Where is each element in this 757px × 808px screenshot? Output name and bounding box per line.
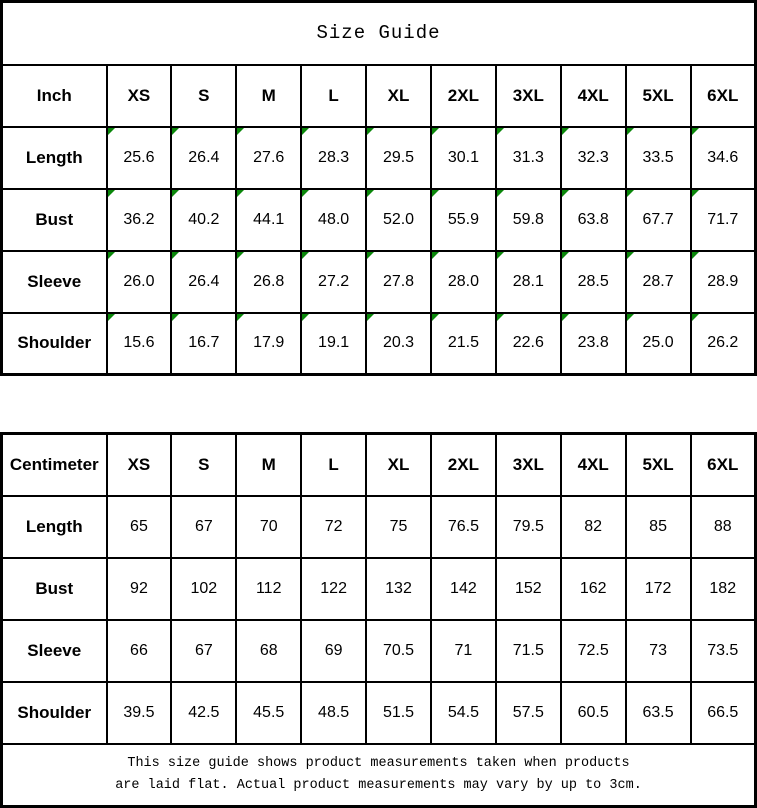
footer-note xyxy=(2,744,756,807)
row-label: Sleeve xyxy=(2,251,107,313)
measurement-cell: 67 xyxy=(171,496,236,558)
green-corner-indicator-icon xyxy=(627,252,634,259)
measurement-cell: 54.5 xyxy=(431,682,496,744)
row-label: Bust xyxy=(2,558,107,620)
measurement-cell: 112 xyxy=(236,558,301,620)
size-col-header: XL xyxy=(366,434,431,496)
measurement-cell xyxy=(366,127,431,189)
measurement-cell: 85 xyxy=(626,496,691,558)
footer-line1: This size guide shows product measurements taken when products xyxy=(127,756,630,772)
green-corner-indicator-icon xyxy=(497,128,504,135)
measurement-cell: 142 xyxy=(431,558,496,620)
measurement-value: 26.4 xyxy=(188,272,220,290)
measurement-cell: 51.5 xyxy=(366,682,431,744)
measurement-cell xyxy=(496,127,561,189)
green-corner-indicator-icon xyxy=(432,190,439,197)
table-row xyxy=(2,313,756,375)
measurement-cell xyxy=(691,189,756,251)
measurement-cell: 65 xyxy=(107,496,172,558)
measurement-value: 16.7 xyxy=(188,334,220,352)
measurement-cell: 73.5 xyxy=(691,620,756,682)
green-corner-indicator-icon xyxy=(302,314,309,321)
measurement-value: 28.5 xyxy=(577,272,609,290)
measurement-cell xyxy=(366,313,431,375)
measurement-cell: 72 xyxy=(301,496,366,558)
measurement-cell: 39.5 xyxy=(107,682,172,744)
green-corner-indicator-icon xyxy=(562,128,569,135)
size-col-header: 6XL xyxy=(691,65,756,127)
green-corner-indicator-icon xyxy=(692,128,699,135)
footer-line2: are laid flat. Actual product measurements may vary by up to 3cm. xyxy=(115,777,642,793)
cm-header-row xyxy=(2,434,756,496)
green-corner-indicator-icon xyxy=(432,252,439,259)
green-corner-indicator-icon xyxy=(172,252,179,259)
measurement-cell: 75 xyxy=(366,496,431,558)
measurement-value: 26.2 xyxy=(707,334,739,352)
green-corner-indicator-icon xyxy=(562,252,569,259)
green-corner-indicator-icon xyxy=(627,128,634,135)
measurement-cell: 63.5 xyxy=(626,682,691,744)
row-label: Bust xyxy=(2,189,107,251)
measurement-cell: 71.5 xyxy=(496,620,561,682)
size-col-header: 3XL xyxy=(496,65,561,127)
measurement-value: 48.0 xyxy=(318,210,350,228)
measurement-cell xyxy=(496,189,561,251)
measurement-value: 27.2 xyxy=(318,272,350,290)
green-corner-indicator-icon xyxy=(172,314,179,321)
measurement-cell: 71 xyxy=(431,620,496,682)
measurement-value: 30.1 xyxy=(447,148,479,166)
green-corner-indicator-icon xyxy=(497,190,504,197)
measurement-cell: 57.5 xyxy=(496,682,561,744)
row-label: Length xyxy=(2,127,107,189)
measurement-cell xyxy=(107,313,172,375)
measurement-cell: 152 xyxy=(496,558,561,620)
green-corner-indicator-icon xyxy=(237,190,244,197)
measurement-cell: 182 xyxy=(691,558,756,620)
green-corner-indicator-icon xyxy=(692,190,699,197)
measurement-value: 67.7 xyxy=(642,210,674,228)
green-corner-indicator-icon xyxy=(497,314,504,321)
measurement-cell xyxy=(626,189,691,251)
measurement-cell xyxy=(236,127,301,189)
row-label: Sleeve xyxy=(2,620,107,682)
green-corner-indicator-icon xyxy=(562,190,569,197)
measurement-value: 52.0 xyxy=(382,210,415,228)
measurement-cell: 162 xyxy=(561,558,626,620)
measurement-cell xyxy=(107,251,172,313)
measurement-cell xyxy=(561,313,626,375)
green-corner-indicator-icon xyxy=(302,252,309,259)
size-col-header: 2XL xyxy=(431,65,496,127)
measurement-value: 20.3 xyxy=(382,334,415,352)
green-corner-indicator-icon xyxy=(432,128,439,135)
table-row xyxy=(2,189,756,251)
measurement-value: 17.9 xyxy=(253,334,285,352)
table-spacer xyxy=(0,376,757,432)
centimeter-table xyxy=(0,432,757,808)
measurement-value: 40.2 xyxy=(188,210,220,228)
green-corner-indicator-icon xyxy=(108,314,115,321)
measurement-cell xyxy=(366,251,431,313)
green-corner-indicator-icon xyxy=(627,314,634,321)
measurement-cell: 102 xyxy=(171,558,236,620)
measurement-value: 32.3 xyxy=(577,148,609,166)
row-label: Shoulder xyxy=(2,682,107,744)
measurement-cell xyxy=(561,251,626,313)
measurement-cell xyxy=(626,127,691,189)
measurement-cell xyxy=(301,251,366,313)
green-corner-indicator-icon xyxy=(302,128,309,135)
table-row xyxy=(2,127,756,189)
measurement-cell: 45.5 xyxy=(236,682,301,744)
measurement-cell xyxy=(496,251,561,313)
measurement-cell xyxy=(171,189,236,251)
measurement-value: 71.7 xyxy=(707,210,739,228)
measurement-cell: 132 xyxy=(366,558,431,620)
measurement-cell xyxy=(171,313,236,375)
measurement-cell xyxy=(171,251,236,313)
measurement-cell: 72.5 xyxy=(561,620,626,682)
measurement-value: 27.8 xyxy=(382,272,415,290)
measurement-cell: 92 xyxy=(107,558,172,620)
green-corner-indicator-icon xyxy=(237,128,244,135)
measurement-value: 26.8 xyxy=(253,272,285,290)
measurement-cell xyxy=(626,313,691,375)
measurement-value: 44.1 xyxy=(253,210,285,228)
measurement-cell xyxy=(626,251,691,313)
measurement-value: 29.5 xyxy=(382,148,415,166)
green-corner-indicator-icon xyxy=(108,190,115,197)
inch-table xyxy=(0,0,757,376)
measurement-cell xyxy=(431,127,496,189)
green-corner-indicator-icon xyxy=(627,190,634,197)
measurement-cell: 73 xyxy=(626,620,691,682)
green-corner-indicator-icon xyxy=(692,314,699,321)
measurement-value: 22.6 xyxy=(512,334,544,352)
green-corner-indicator-icon xyxy=(108,128,115,135)
measurement-cell: 79.5 xyxy=(496,496,561,558)
size-col-header: S xyxy=(171,434,236,496)
size-col-header: 5XL xyxy=(626,65,691,127)
measurement-value: 33.5 xyxy=(642,148,674,166)
green-corner-indicator-icon xyxy=(237,314,244,321)
measurement-cell: 172 xyxy=(626,558,691,620)
measurement-value: 23.8 xyxy=(577,334,609,352)
green-corner-indicator-icon xyxy=(172,190,179,197)
measurement-cell xyxy=(366,189,431,251)
measurement-cell xyxy=(236,313,301,375)
measurement-cell xyxy=(107,189,172,251)
measurement-cell: 70 xyxy=(236,496,301,558)
green-corner-indicator-icon xyxy=(302,190,309,197)
table-row xyxy=(2,620,756,682)
size-col-header: L xyxy=(301,65,366,127)
measurement-cell: 122 xyxy=(301,558,366,620)
green-corner-indicator-icon xyxy=(367,252,374,259)
measurement-cell xyxy=(691,127,756,189)
size-col-header: 3XL xyxy=(496,434,561,496)
measurement-value: 31.3 xyxy=(512,148,544,166)
table-row xyxy=(2,496,756,558)
green-corner-indicator-icon xyxy=(692,252,699,259)
unit-header-inch: Inch xyxy=(2,65,107,127)
measurement-cell: 66 xyxy=(107,620,172,682)
measurement-cell xyxy=(301,313,366,375)
measurement-value: 28.9 xyxy=(707,272,739,290)
measurement-value: 55.9 xyxy=(447,210,479,228)
measurement-value: 26.4 xyxy=(188,148,220,166)
measurement-cell: 66.5 xyxy=(691,682,756,744)
measurement-cell: 68 xyxy=(236,620,301,682)
measurement-cell: 48.5 xyxy=(301,682,366,744)
green-corner-indicator-icon xyxy=(237,252,244,259)
measurement-cell xyxy=(496,313,561,375)
inch-header-row xyxy=(2,65,756,127)
size-col-header: XS xyxy=(107,65,172,127)
row-label: Shoulder xyxy=(2,313,107,375)
measurement-value: 25.6 xyxy=(123,148,155,166)
size-col-header: 2XL xyxy=(431,434,496,496)
size-col-header: 4XL xyxy=(561,65,626,127)
measurement-cell xyxy=(431,189,496,251)
measurement-value: 26.0 xyxy=(123,272,155,290)
measurement-cell: 70.5 xyxy=(366,620,431,682)
green-corner-indicator-icon xyxy=(367,314,374,321)
measurement-cell xyxy=(431,313,496,375)
measurement-cell: 76.5 xyxy=(431,496,496,558)
measurement-cell xyxy=(561,189,626,251)
row-label: Length xyxy=(2,496,107,558)
measurement-cell xyxy=(301,127,366,189)
measurement-value: 28.3 xyxy=(318,148,350,166)
measurement-cell: 60.5 xyxy=(561,682,626,744)
size-col-header: M xyxy=(236,65,301,127)
measurement-cell: 69 xyxy=(301,620,366,682)
measurement-cell: 67 xyxy=(171,620,236,682)
measurement-value: 28.0 xyxy=(447,272,479,290)
size-col-header: S xyxy=(171,65,236,127)
page-title: Size Guide xyxy=(2,2,756,65)
measurement-cell: 82 xyxy=(561,496,626,558)
measurement-cell: 42.5 xyxy=(171,682,236,744)
table-row xyxy=(2,682,756,744)
measurement-cell xyxy=(107,127,172,189)
measurement-value: 34.6 xyxy=(707,148,739,166)
measurement-cell xyxy=(236,251,301,313)
size-col-header: 6XL xyxy=(691,434,756,496)
measurement-value: 36.2 xyxy=(123,210,155,228)
table-row xyxy=(2,251,756,313)
measurement-cell: 88 xyxy=(691,496,756,558)
green-corner-indicator-icon xyxy=(367,190,374,197)
size-col-header: XS xyxy=(107,434,172,496)
green-corner-indicator-icon xyxy=(432,314,439,321)
measurement-value: 28.1 xyxy=(512,272,544,290)
measurement-cell xyxy=(561,127,626,189)
size-col-header: M xyxy=(236,434,301,496)
measurement-value: 21.5 xyxy=(447,334,479,352)
measurement-value: 28.7 xyxy=(642,272,674,290)
measurement-cell xyxy=(301,189,366,251)
measurement-value: 25.0 xyxy=(642,334,674,352)
measurement-cell xyxy=(691,251,756,313)
green-corner-indicator-icon xyxy=(108,252,115,259)
measurement-cell xyxy=(691,313,756,375)
green-corner-indicator-icon xyxy=(367,128,374,135)
measurement-value: 15.6 xyxy=(123,334,155,352)
measurement-value: 59.8 xyxy=(512,210,544,228)
green-corner-indicator-icon xyxy=(562,314,569,321)
unit-header-centimeter: Centimeter xyxy=(2,434,107,496)
size-col-header: XL xyxy=(366,65,431,127)
table-row xyxy=(2,558,756,620)
size-col-header: L xyxy=(301,434,366,496)
measurement-value: 63.8 xyxy=(577,210,609,228)
measurement-cell xyxy=(236,189,301,251)
measurement-cell xyxy=(171,127,236,189)
measurement-cell xyxy=(431,251,496,313)
green-corner-indicator-icon xyxy=(172,128,179,135)
size-col-header: 5XL xyxy=(626,434,691,496)
green-corner-indicator-icon xyxy=(497,252,504,259)
measurement-value: 19.1 xyxy=(318,334,350,352)
size-col-header: 4XL xyxy=(561,434,626,496)
measurement-value: 27.6 xyxy=(253,148,285,166)
